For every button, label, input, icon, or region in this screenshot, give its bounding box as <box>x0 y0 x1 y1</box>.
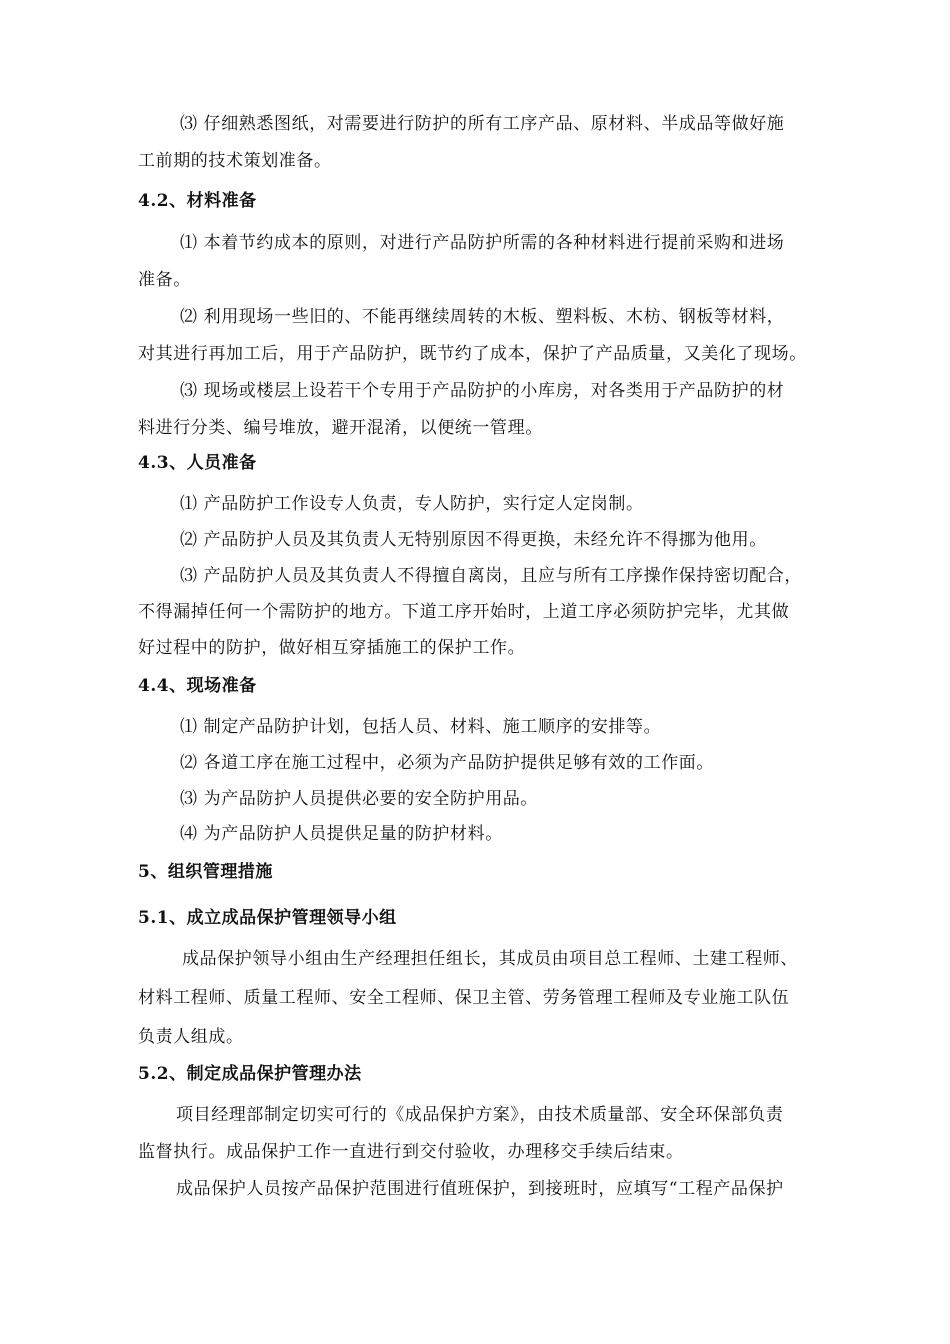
paragraph-line: ⑴ 制定产品防护计划，包括人员、材料、施工顺序的安排等。 <box>180 717 662 737</box>
paragraph-line: 好过程中的防护，做好相互穿插施工的保护工作。 <box>138 638 526 658</box>
paragraph-line: ⑶ 现场或楼层上设若干个专用于产品防护的小库房，对各类用于产品防护的材 <box>180 381 785 401</box>
paragraph-line: 料进行分类、编号堆放，避开混淆，以便统一管理。 <box>138 418 543 438</box>
paragraph-line: 成品保护人员按产品保护范围进行值班保护，到接班时，应填写“工程产品保护 <box>176 1179 784 1199</box>
paragraph-line: ⑵ 利用现场一些旧的、不能再继续周转的木板、塑料板、木枋、钢板等材料， <box>180 307 785 327</box>
paragraph-line: 负责人组成。 <box>138 1027 244 1047</box>
paragraph-line: 不得漏掉任何一个需防护的地方。下道工序开始时，上道工序必须防护完毕，尤其做 <box>138 602 790 622</box>
paragraph-line: ⑶ 为产品防护人员提供必要的安全防护用品。 <box>180 789 539 809</box>
paragraph-line: 准备。 <box>138 270 191 290</box>
section-heading-4-2: 4.2、材料准备 <box>138 191 257 211</box>
paragraph-line: ⑶ 仔细熟悉图纸，对需要进行防护的所有工序产品、原材料、半成品等做好施 <box>180 114 785 134</box>
paragraph-line: 对其进行再加工后，用于产品防护，既节约了成本，保护了产品质量，又美化了现场。 <box>138 344 807 364</box>
paragraph-line: ⑵ 各道工序在施工过程中，必须为产品防护提供足够有效的工作面。 <box>180 753 715 773</box>
paragraph-line: ⑵ 产品防护人员及其负责人无特别原因不得更换，未经允许不得挪为他用。 <box>180 530 767 550</box>
paragraph-line: 项目经理部制定切实可行的《成品保护方案》，由技术质量部、安全环保部负责 <box>176 1105 784 1125</box>
section-heading-4-3: 4.3、人员准备 <box>138 453 257 473</box>
paragraph-line: ⑶ 产品防护人员及其负责人不得擅自离岗，且应与所有工序操作保持密切配合， <box>180 566 803 586</box>
paragraph-line: 监督执行。成品保护工作一直进行到交付验收，办理移交手续后结束。 <box>138 1142 684 1162</box>
section-heading-5-2: 5.2、制定成品保护管理办法 <box>138 1064 362 1084</box>
section-heading-4-4: 4.4、现场准备 <box>138 676 257 696</box>
paragraph-line: 材料工程师、质量工程师、安全工程师、保卫主管、劳务管理工程师及专业施工队伍 <box>138 988 790 1008</box>
paragraph-line: 工前期的技术策划准备。 <box>138 151 332 171</box>
paragraph-line: ⑴ 产品防护工作设专人负责，专人防护，实行定人定岗制。 <box>180 494 644 514</box>
paragraph-line: ⑴ 本着节约成本的原则，对进行产品防护所需的各种材料进行提前采购和进场 <box>180 233 785 253</box>
section-heading-5-1: 5.1、成立成品保护管理领导小组 <box>138 908 397 928</box>
section-heading-5: 5、组织管理措施 <box>138 862 273 882</box>
paragraph-line: 成品保护领导小组由生产经理担任组长，其成员由项目总工程师、土建工程师、 <box>182 949 798 969</box>
paragraph-line: ⑷ 为产品防护人员提供足量的防护材料。 <box>180 824 503 844</box>
